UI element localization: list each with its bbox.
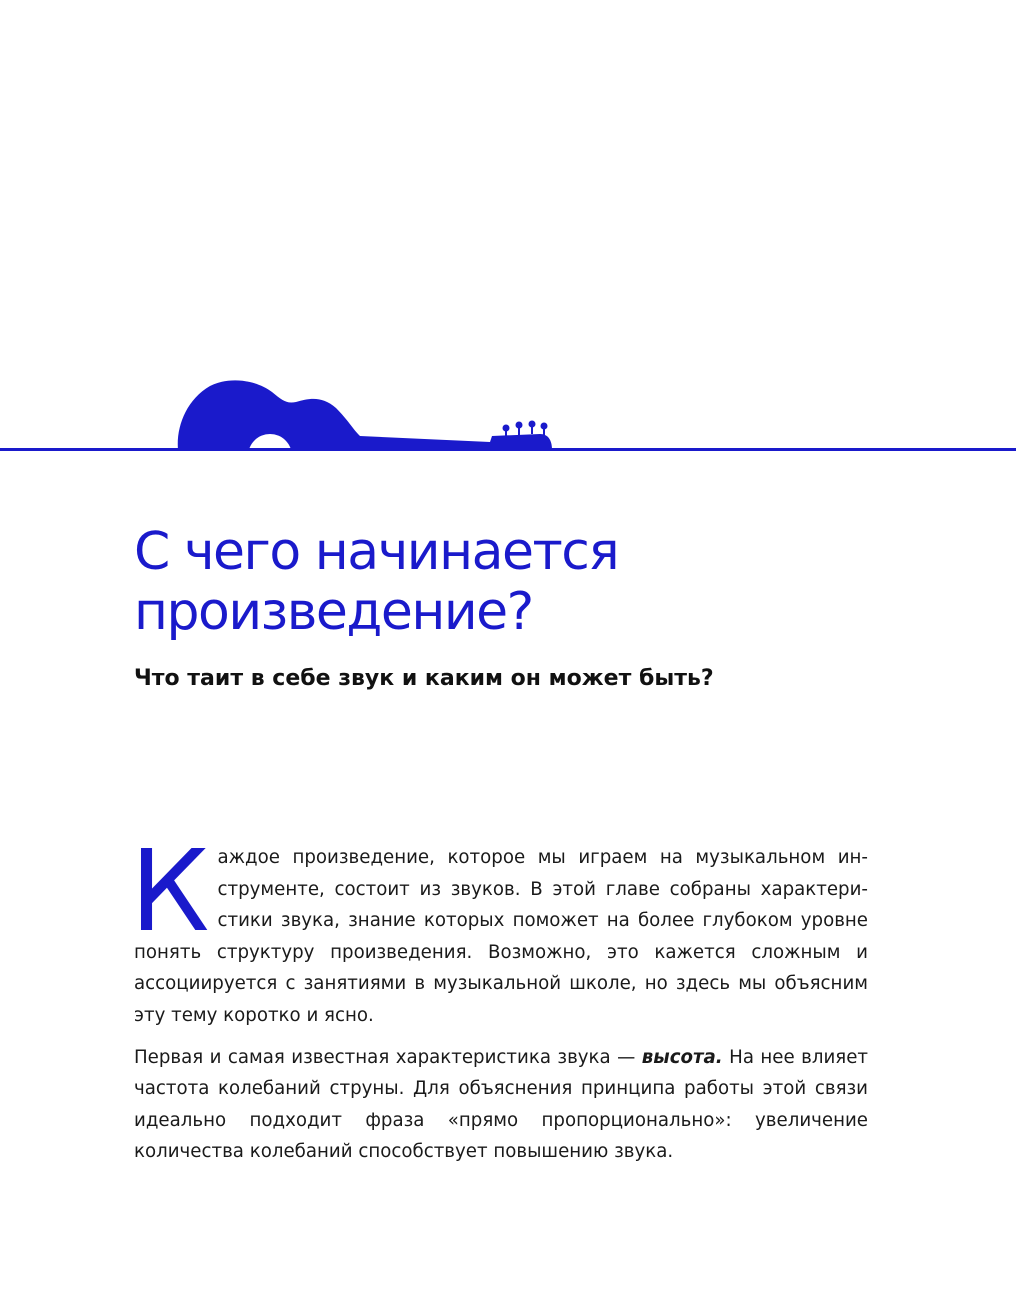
paragraph-1 (130, 827, 868, 1032)
chapter-title-line-2: произведение? (134, 582, 533, 642)
paragraph-2-text-before: Первая и самая известная характеристика звука — (134, 1046, 642, 1068)
chapter-title (134, 522, 894, 642)
drop-cap: К (130, 827, 210, 957)
chapter-subtitle: Что таит в себе звук и каким он может быть? (134, 666, 714, 691)
paragraph-2 (134, 1042, 868, 1168)
term-emphasis: высота. (641, 1046, 723, 1068)
ukulele-silhouette-icon (0, 372, 1016, 462)
ukulele-illustration (0, 372, 1016, 462)
chapter-title-line-1: С чего начинается (134, 522, 619, 582)
body-text (130, 827, 868, 1178)
paragraph-1-text: аждое произведение, которое мы играем на музыкальном инструменте, состоит из звуков. В этой главе собраны характеристики звука, знание которых поможет на более глубоком уровне понять структуру произведения. Возможно, это кажется сложным и ассоциируется с занятиями в музыкальной школе, но здесь мы объясним эту тему коротко и ясно. (134, 847, 868, 1026)
tuning-pegs (503, 421, 548, 437)
ukulele-body (178, 380, 552, 450)
paragraph-2-text-after: На нее влияет частота колебаний струны. Для объяснения принципа работы этой связи идеально подходит фраза «прямо пропорционально»: увеличение количества колебаний способствует повышению звука. (134, 1046, 868, 1163)
